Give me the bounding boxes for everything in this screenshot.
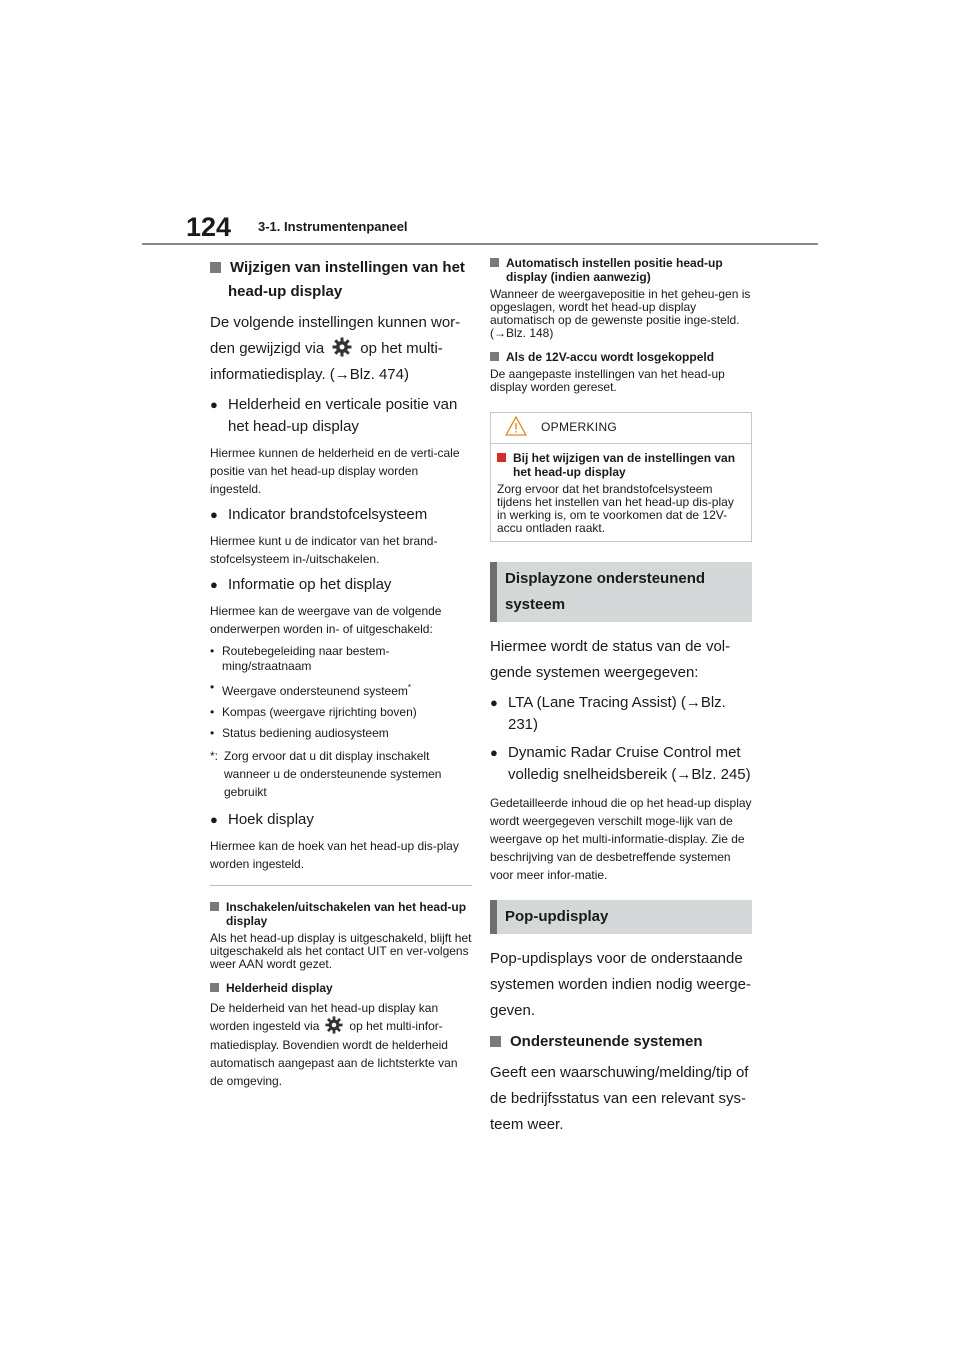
intro-paragraph [210, 310, 472, 388]
footnote [210, 747, 472, 801]
subheading-automatisch-text: Automatisch instellen positie head-up display (indien aanwezig) [506, 256, 723, 284]
list-item-text: Weergave ondersteunend systeem [222, 684, 408, 698]
item-hoek-text: Hiermee kan de hoek van het head-up dis-play worden ingesteld. [210, 839, 459, 871]
notice-header [491, 413, 751, 444]
heading-square-icon [490, 1036, 501, 1047]
section1-item-lta: ● LTA (Lane Tracing Assist) (→Blz. 231) [490, 692, 752, 736]
section-popup-title: Pop-updisplay [505, 908, 609, 925]
right-column [490, 256, 752, 1144]
notice-box [490, 412, 752, 542]
item-indicator-text: Hiermee kunt u de indicator van het brand-stofcelsysteem in-/uitschakelen. [210, 534, 438, 566]
page-number: 124 [186, 212, 232, 242]
helderheid-part1: De helderheid van het head-up display kan worden ingesteld via [210, 1001, 439, 1033]
footnote-mark: *: [210, 749, 219, 763]
notice-body [491, 444, 751, 541]
list-item: • Routebegeleiding naar bestem-ming/straatnaam [210, 644, 472, 674]
item-informatie-title: ● Informatie op het display [210, 574, 472, 596]
settings-gear-icon [332, 337, 352, 357]
chapter-title: 3-1. Instrumentenpaneel [258, 219, 408, 234]
notice-square-icon [497, 453, 506, 462]
item-hoek-title: ● Hoek display [210, 809, 472, 831]
item-helderheid-text: Hiermee kunnen de helderheid en de verti-cale positie van het head-up display worden ingesteld. [210, 446, 460, 496]
helderheid-part2: op het multi-infor-matiedisplay. Bovendien wordt de helderheid automatisch aangepast aan de lichtsterkte van de omgeving. [210, 1019, 458, 1088]
asterisk-mark: * [407, 683, 412, 692]
heading-square-icon [490, 352, 499, 361]
item-helderheid-title: ● Helderheid en verticale positie van het head-up display [210, 394, 472, 438]
notice-text: Zorg ervoor dat het brandstofcelsysteem tijdens het instellen van het head-up dis-play in werking is, om te voorkomen dat de 12V-accu ontladen raakt. [497, 482, 734, 535]
display-topics-list [210, 644, 472, 741]
subheading-accu-text: Als de 12V-accu wordt losgekoppeld [506, 350, 715, 364]
list-item: • Status bediening audiosysteem [210, 726, 472, 741]
heading-wijzigen-text: Wijzigen van instellingen van het head-up display [228, 259, 465, 300]
heading-wijzigen [210, 256, 472, 304]
section1-text: Gedetailleerde inhoud die op het head-up display wordt weergegeven verschilt moge-lijk van de weergave op het multi-informatie-display. Zie de beschrijving van de desbetreffende systemen voor meer infor-matie. [490, 796, 752, 882]
list-item: • Kompas (weergave rijrichting boven) [210, 705, 472, 720]
helderheid-display-text [210, 999, 472, 1090]
intro-part1: De volgende instellingen kunnen wor-den gewijzigd via [210, 314, 461, 357]
section-popup [490, 900, 752, 934]
subheading-inschakelen-text: Inschakelen/uitschakelen van het head-up display [226, 900, 467, 928]
notice-heading [497, 451, 745, 479]
subheading-automatisch [490, 256, 752, 284]
notice-label: OPMERKING [541, 420, 618, 434]
heading-square-icon [490, 258, 499, 267]
heading-square-icon [210, 262, 221, 273]
ondersteunend-text: Geeft een waarschuwing/melding/tip of de bedrijfsstatus van een relevant sys-teem weer. [490, 1064, 749, 1133]
accu-text: De aangepaste instellingen van het head-up display worden gereset. [490, 367, 725, 394]
warning-triangle-icon [505, 416, 527, 436]
inschakelen-text: Als het head-up display is uitgeschakeld, blijft het uitgeschakeld als het contact UIT en ver-volgens weer AAN wordt gezet. [210, 931, 472, 971]
section2-intro: Pop-updisplays voor de onderstaande systemen worden indien nodig weerge-geven. [490, 950, 751, 1019]
notice-heading-text: Bij het wijzigen van de instellingen van het head-up display [513, 451, 736, 479]
section-displayzone-title: Displayzone ondersteunend systeem [505, 570, 706, 613]
item-informatie-text: Hiermee kan de weergave van de volgende onderwerpen worden in- of uitgeschakeld: [210, 604, 442, 636]
footnote-text: Zorg ervoor dat u dit display inschakelt wanneer u de ondersteunende systemen gebruikt [224, 749, 442, 799]
settings-gear-icon [325, 1016, 343, 1034]
subheading-accu [490, 350, 752, 364]
section1-intro: Hiermee wordt de status van de vol-gende systemen weergegeven: [490, 638, 731, 681]
heading-square-icon [210, 983, 219, 992]
subheading-helderheid [210, 981, 472, 995]
subheading-helderheid-text: Helderheid display [226, 981, 333, 995]
item-indicator-title: ● Indicator brandstofcelsysteem [210, 504, 472, 526]
subheading-ondersteunend [490, 1030, 752, 1054]
left-column [210, 256, 472, 1090]
subheading-inschakelen [210, 900, 472, 928]
subheading-ondersteunend-text: Ondersteunende systemen [510, 1033, 703, 1050]
section1-item-radar: ● Dynamic Radar Cruise Control met volledig snelheidsbereik (→Blz. 245) [490, 742, 752, 786]
divider [210, 885, 472, 886]
heading-square-icon [210, 902, 219, 911]
section-displayzone [490, 562, 752, 622]
header-rule [142, 243, 818, 245]
automatisch-text: Wanneer de weergavepositie in het geheu-gen is opgeslagen, wordt het head-up display automatisch op de gewenste positie inge-steld. (→Blz. 148) [490, 287, 751, 340]
list-item [210, 680, 472, 699]
intro-part2: op het multi-informatiedisplay. (→Blz. 474) [210, 340, 443, 383]
